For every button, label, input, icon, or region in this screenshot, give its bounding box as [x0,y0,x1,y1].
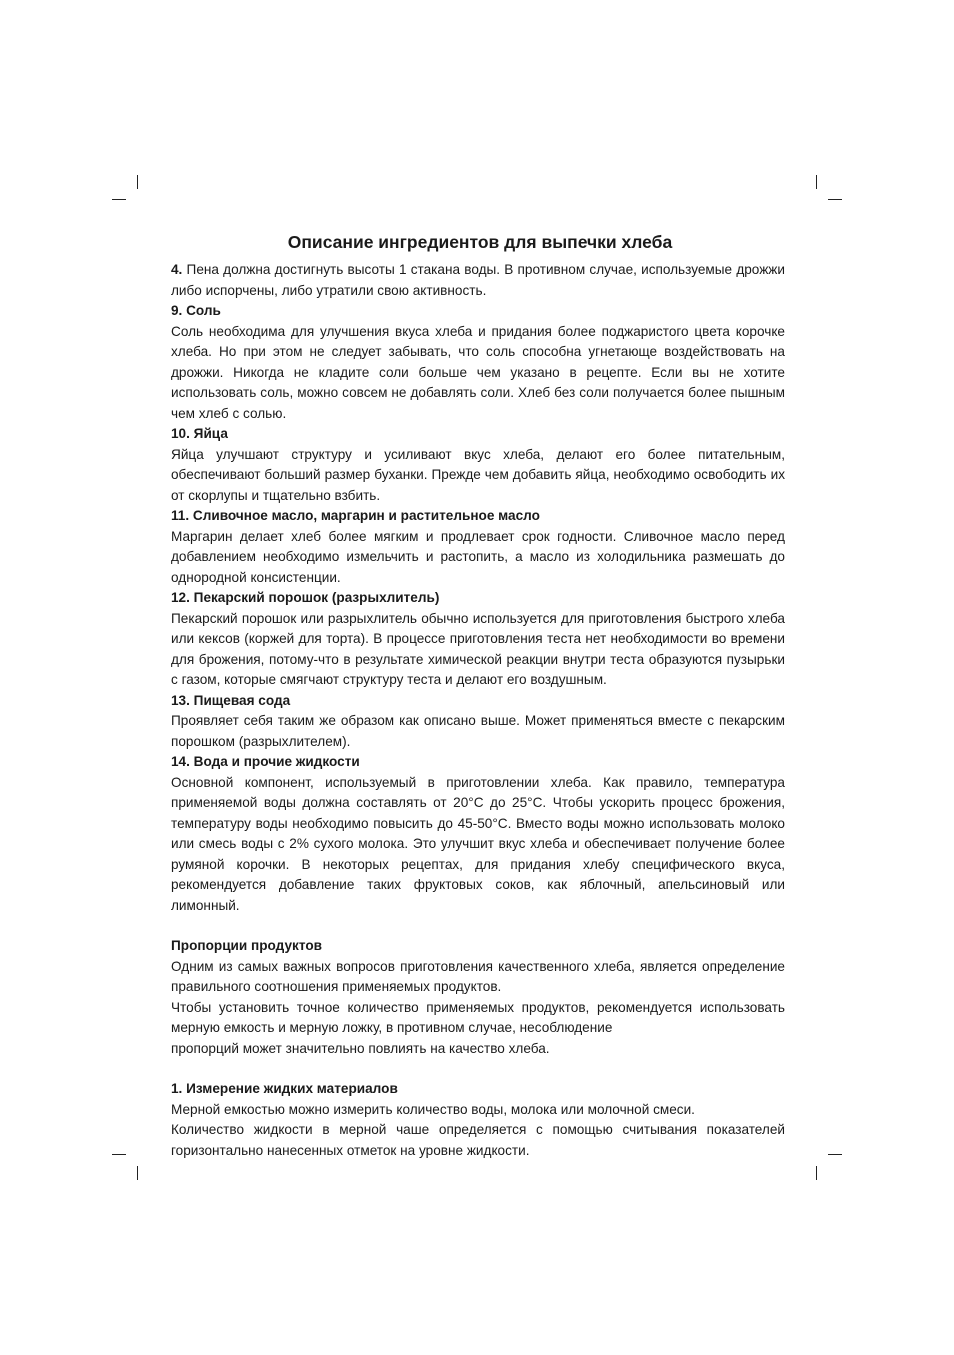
paragraph [171,957,785,998]
crop-mark-top-left-horizontal [112,199,126,200]
heading-text: 10. Яйца [171,426,228,441]
heading-text: 14. Вода и прочие жидкости [171,754,360,769]
document-body [171,260,785,1161]
paragraph [171,1120,785,1161]
crop-mark-top-right-vertical [816,175,817,189]
paragraph-text: Одним из самых важных вопросов приготовления качественного хлеба, является определение правильного соотношения применяемых продуктов. [171,958,785,994]
section-gap [171,1059,785,1079]
section-heading [171,752,785,773]
crop-mark-top-left-vertical [137,175,138,189]
heading-text: Пропорции продуктов [171,938,322,953]
paragraph-text: Мерной емкостью можно измерить количество воды, молока или молочной смеси. [171,1101,695,1117]
section-heading [171,691,785,712]
heading-text: 12. Пекарский порошок (разрыхлитель) [171,590,440,605]
section-heading [171,424,785,445]
paragraph-text: Чтобы установить точное количество применяемых продуктов, рекомендуется использовать мерную емкость и мерную ложку, в противном случае, несоблюдение [171,999,785,1035]
paragraph-text: Соль необходима для улучшения вкуса хлеба и придания более поджаристого цвета корочке хлеба. Но при этом не следует забывать, что соль способна угнетающе воздействовать на дрожжи. Никогда не кладите соли больше чем указано в рецепте. Если вы не хотите использовать соль, можно совсем не добавлять соли. Хлеб без соли получается более пышным чем хлеб с солью. [171,323,785,421]
paragraph [171,260,785,301]
crop-mark-bottom-left-horizontal [112,1154,126,1155]
paragraph-text: Проявляет себя таким же образом как описано выше. Может применяться вместе с пекарским порошком (разрыхлителем). [171,713,785,749]
paragraph-text: Основной компонент, используемый в приготовлении хлеба. Как правило, температура применяемой воды должна составлять от 20°С до 25°С. Чтобы ускорить процесс брожения, температуру воды необходимо повысить до 45-50°С. Вместо воды можно использовать молоко или смесь воды с 2% сухого молока. Это улучшит вкус хлеба и обеспечивает получение более румяной корочки. В некоторых рецептах, для придания хлебу специфического вкуса, рекомендуется добавление таких фруктовых соков, как яблочный, апельсиновый или лимонный. [171,774,785,913]
section-heading [171,1079,785,1100]
paragraph [171,609,785,691]
section-gap [171,916,785,936]
paragraph [171,1100,785,1121]
crop-mark-top-right-horizontal [828,199,842,200]
paragraph-text: Маргарин делает хлеб более мягким и продлевает срок годности. Сливочное масло перед добавлением необходимо измельчить и растопить, а масло из холодильника размешать до однородной консистенции. [171,528,785,585]
paragraph-text: пропорций может значительно повлиять на качество хлеба. [171,1040,550,1056]
item-number: 4. [171,262,183,277]
section-heading [171,936,785,957]
heading-text: 1. Измерение жидких материалов [171,1081,398,1096]
paragraph [171,998,785,1039]
paragraph-text: Пекарский порошок или разрыхлитель обычно используется для приготовления быстрого хлеба или кексов (коржей для торта). В процессе приготовления теста нет необходимости во времени для брожения, потому-что в результате химической реакции внутри теста образуются пузырьки с газом, которые смягчают структуру теста и делают его воздушным. [171,610,785,687]
paragraph [171,773,785,917]
crop-mark-bottom-left-vertical [137,1166,138,1180]
paragraph [171,1039,785,1060]
paragraph [171,322,785,425]
paragraph-text: Количество жидкости в мерной чаше определяется с помощью считывания показателей горизонтально нанесенных отметок на уровне жидкости. [171,1122,785,1158]
paragraph-text: Пена должна достигнуть высоты 1 стакана воды. В противном случае, используемые дрожжи либо испорчены, либо утратили свою активность. [171,262,785,298]
section-heading [171,506,785,527]
paragraph-text: Яйца улучшают структуру и усиливают вкус хлеба, делают его более питательным, обеспечивают больший размер буханки. Прежде чем добавить яйца, необходимо освободить их от скорлупы и тщательно взбить. [171,446,785,503]
heading-text: 9. Соль [171,303,221,318]
paragraph [171,445,785,507]
section-heading [171,301,785,322]
paragraph [171,527,785,589]
heading-text: 13. Пищевая сода [171,692,291,708]
section-heading [171,588,785,609]
page-content [171,228,785,1161]
page-title: Описание ингредиентов для выпечки хлеба [287,232,673,252]
crop-mark-bottom-right-horizontal [828,1154,842,1155]
crop-mark-bottom-right-vertical [816,1166,817,1180]
heading-text: 11. Сливочное масло, маргарин и растительное масло [171,508,540,523]
paragraph [171,711,785,752]
